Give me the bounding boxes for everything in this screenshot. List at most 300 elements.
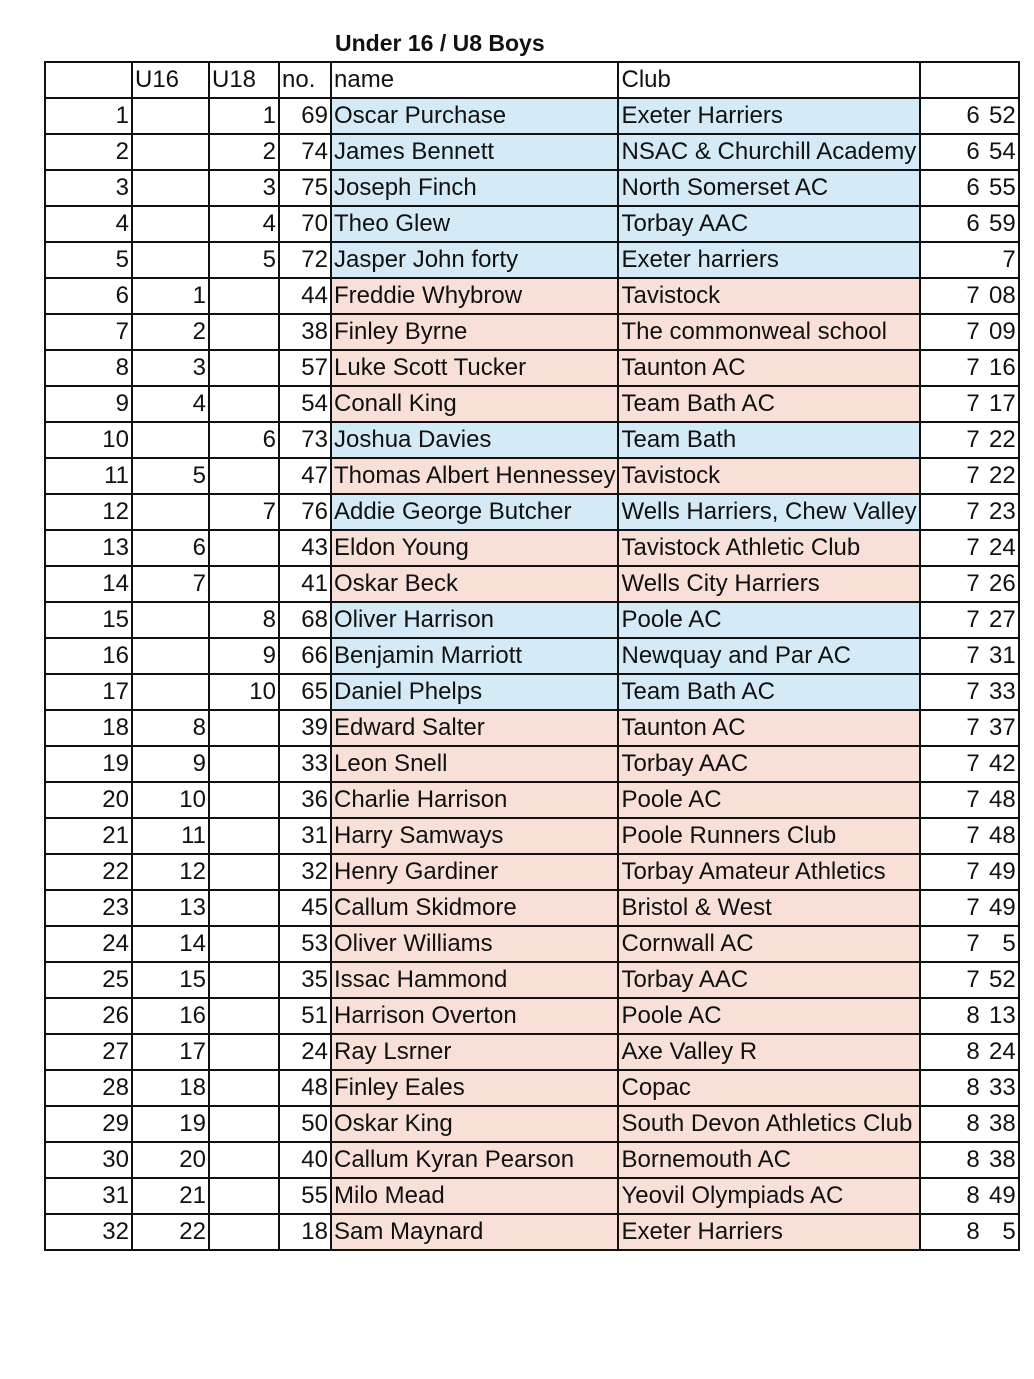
- finish-time-cell: [920, 1178, 1019, 1214]
- bib-number-cell: 36: [279, 782, 331, 818]
- time-seconds: 49: [988, 858, 1016, 885]
- runner-name-cell: Henry Gardiner: [331, 854, 618, 890]
- position-cell: 23: [45, 890, 132, 926]
- bib-number-cell: 44: [279, 278, 331, 314]
- table-row: [45, 962, 1019, 998]
- time-seconds: 33: [988, 678, 1016, 705]
- runner-name-cell: Freddie Whybrow: [331, 278, 618, 314]
- runner-name-cell: Addie George Butcher: [331, 494, 618, 530]
- bib-number-cell: 74: [279, 134, 331, 170]
- runner-name-cell: Callum Skidmore: [331, 890, 618, 926]
- finish-time-cell: [920, 566, 1019, 602]
- u16-rank-cell: 5: [132, 458, 209, 494]
- bib-number-cell: 66: [279, 638, 331, 674]
- bib-number-cell: 40: [279, 1142, 331, 1178]
- position-cell: 27: [45, 1034, 132, 1070]
- u18-rank-cell: 2: [209, 134, 279, 170]
- u18-rank-cell: [209, 1178, 279, 1214]
- time-minutes: 7: [966, 822, 980, 849]
- table-row: [45, 98, 1019, 134]
- u16-rank-cell: 7: [132, 566, 209, 602]
- table-row: [45, 674, 1019, 710]
- time-minutes: 7: [966, 678, 980, 705]
- table-row: [45, 746, 1019, 782]
- time-minutes: 7: [966, 894, 980, 921]
- runner-name-cell: Charlie Harrison: [331, 782, 618, 818]
- bib-number-cell: 75: [279, 170, 331, 206]
- time-seconds: 33: [988, 1074, 1016, 1101]
- time-seconds: 42: [988, 750, 1016, 777]
- header-position: [45, 62, 132, 98]
- table-row: [45, 278, 1019, 314]
- club-cell: Copac: [618, 1070, 919, 1106]
- time-minutes: 7: [966, 570, 980, 597]
- time-seconds: 27: [988, 606, 1016, 633]
- position-cell: 18: [45, 710, 132, 746]
- position-cell: 31: [45, 1178, 132, 1214]
- club-cell: Wells Harriers, Chew Valley: [618, 494, 919, 530]
- u18-rank-cell: 7: [209, 494, 279, 530]
- position-cell: 7: [45, 314, 132, 350]
- header-number: no.: [279, 62, 331, 98]
- time-minutes: 6: [966, 138, 980, 165]
- table-row: [45, 1034, 1019, 1070]
- position-cell: 17: [45, 674, 132, 710]
- bib-number-cell: 50: [279, 1106, 331, 1142]
- time-seconds: 54: [988, 138, 1016, 165]
- table-row: [45, 1214, 1019, 1250]
- time-seconds: 49: [988, 894, 1016, 921]
- u16-rank-cell: 16: [132, 998, 209, 1034]
- time-seconds: 49: [988, 1182, 1016, 1209]
- time-seconds: 26: [988, 570, 1016, 597]
- table-row: [45, 710, 1019, 746]
- position-cell: 25: [45, 962, 132, 998]
- bib-number-cell: 39: [279, 710, 331, 746]
- club-cell: Exeter harriers: [618, 242, 919, 278]
- club-cell: Bornemouth AC: [618, 1142, 919, 1178]
- time-seconds: 24: [988, 534, 1016, 561]
- position-cell: 13: [45, 530, 132, 566]
- finish-time-cell: [920, 890, 1019, 926]
- position-cell: 3: [45, 170, 132, 206]
- table-row: [45, 1178, 1019, 1214]
- table-row: [45, 1142, 1019, 1178]
- header-time: [920, 62, 1019, 98]
- header-name: name: [331, 62, 618, 98]
- table-row: [45, 458, 1019, 494]
- runner-name-cell: Oliver Harrison: [331, 602, 618, 638]
- bib-number-cell: 47: [279, 458, 331, 494]
- runner-name-cell: Eldon Young: [331, 530, 618, 566]
- position-cell: 29: [45, 1106, 132, 1142]
- u18-rank-cell: [209, 566, 279, 602]
- bib-number-cell: 54: [279, 386, 331, 422]
- time-seconds: 59: [988, 210, 1016, 237]
- time-minutes: 7: [966, 354, 980, 381]
- table-row: [45, 242, 1019, 278]
- table-row: [45, 134, 1019, 170]
- u18-rank-cell: 10: [209, 674, 279, 710]
- u16-rank-cell: 20: [132, 1142, 209, 1178]
- u16-rank-cell: 12: [132, 854, 209, 890]
- time-seconds: 48: [988, 786, 1016, 813]
- u16-rank-cell: 14: [132, 926, 209, 962]
- runner-name-cell: Ray Lsrner: [331, 1034, 618, 1070]
- time-seconds: 38: [988, 1110, 1016, 1137]
- u18-rank-cell: [209, 890, 279, 926]
- runner-name-cell: Milo Mead: [331, 1178, 618, 1214]
- finish-time-cell: [920, 998, 1019, 1034]
- runner-name-cell: Sam Maynard: [331, 1214, 618, 1250]
- time-minutes: 7: [966, 462, 980, 489]
- runner-name-cell: Thomas Albert Hennessey: [331, 458, 618, 494]
- bib-number-cell: 69: [279, 98, 331, 134]
- time-minutes: 7: [966, 786, 980, 813]
- u18-rank-cell: [209, 530, 279, 566]
- u18-rank-cell: [209, 1106, 279, 1142]
- bib-number-cell: 43: [279, 530, 331, 566]
- table-row: [45, 890, 1019, 926]
- u16-rank-cell: 11: [132, 818, 209, 854]
- sheet-title: Under 16 / U8 Boys: [335, 30, 545, 56]
- time-minutes: 8: [966, 1146, 980, 1173]
- club-cell: Torbay Amateur Athletics: [618, 854, 919, 890]
- u16-rank-cell: 3: [132, 350, 209, 386]
- club-cell: Wells City Harriers: [618, 566, 919, 602]
- time-minutes: 7: [966, 966, 980, 993]
- time-seconds: 31: [988, 642, 1016, 669]
- u18-rank-cell: 3: [209, 170, 279, 206]
- position-cell: 24: [45, 926, 132, 962]
- table-row: [45, 350, 1019, 386]
- club-cell: Taunton AC: [618, 710, 919, 746]
- bib-number-cell: 72: [279, 242, 331, 278]
- club-cell: Poole AC: [618, 602, 919, 638]
- runner-name-cell: Daniel Phelps: [331, 674, 618, 710]
- u16-rank-cell: 6: [132, 530, 209, 566]
- time-seconds: 5: [1002, 930, 1016, 957]
- time-minutes: 7: [966, 426, 980, 453]
- bib-number-cell: 57: [279, 350, 331, 386]
- time-minutes: 6: [966, 174, 980, 201]
- time-minutes: 7: [966, 714, 980, 741]
- position-cell: 8: [45, 350, 132, 386]
- time-minutes: 7: [966, 498, 980, 525]
- u16-rank-cell: [132, 674, 209, 710]
- bib-number-cell: 76: [279, 494, 331, 530]
- position-cell: 10: [45, 422, 132, 458]
- club-cell: Torbay AAC: [618, 962, 919, 998]
- time-seconds: 08: [988, 282, 1016, 309]
- u16-rank-cell: 22: [132, 1214, 209, 1250]
- u18-rank-cell: 4: [209, 206, 279, 242]
- header-row: [45, 62, 1019, 98]
- u18-rank-cell: [209, 350, 279, 386]
- club-cell: NSAC & Churchill Academy: [618, 134, 919, 170]
- finish-time-cell: [920, 818, 1019, 854]
- u16-rank-cell: 10: [132, 782, 209, 818]
- time-minutes: 8: [966, 1182, 980, 1209]
- runner-name-cell: Finley Byrne: [331, 314, 618, 350]
- u16-rank-cell: [132, 602, 209, 638]
- runner-name-cell: Harrison Overton: [331, 998, 618, 1034]
- position-cell: 6: [45, 278, 132, 314]
- time-minutes: 8: [966, 1002, 980, 1029]
- u18-rank-cell: [209, 458, 279, 494]
- time-minutes: 8: [966, 1218, 980, 1245]
- u16-rank-cell: 17: [132, 1034, 209, 1070]
- finish-time-cell: [920, 98, 1019, 134]
- time-seconds: 16: [988, 354, 1016, 381]
- u16-rank-cell: [132, 494, 209, 530]
- time-seconds: 48: [988, 822, 1016, 849]
- position-cell: 5: [45, 242, 132, 278]
- time-minutes: 7: [966, 930, 980, 957]
- time-seconds: 55: [988, 174, 1016, 201]
- u16-rank-cell: 18: [132, 1070, 209, 1106]
- finish-time-cell: [920, 206, 1019, 242]
- finish-time-cell: [920, 1106, 1019, 1142]
- table-row: [45, 1106, 1019, 1142]
- club-cell: Bristol & West: [618, 890, 919, 926]
- time-minutes: 8: [966, 1110, 980, 1137]
- u18-rank-cell: [209, 1070, 279, 1106]
- u18-rank-cell: 6: [209, 422, 279, 458]
- table-row: [45, 818, 1019, 854]
- position-cell: 1: [45, 98, 132, 134]
- bib-number-cell: 51: [279, 998, 331, 1034]
- time-seconds: 24: [988, 1038, 1016, 1065]
- u18-rank-cell: [209, 710, 279, 746]
- header-u16: U16: [132, 62, 209, 98]
- bib-number-cell: 38: [279, 314, 331, 350]
- u16-rank-cell: 9: [132, 746, 209, 782]
- table-row: [45, 998, 1019, 1034]
- club-cell: Tavistock Athletic Club: [618, 530, 919, 566]
- table-row: [45, 206, 1019, 242]
- finish-time-cell: [920, 422, 1019, 458]
- finish-time-cell: [920, 674, 1019, 710]
- u18-rank-cell: [209, 386, 279, 422]
- table-row: [45, 170, 1019, 206]
- table-row: [45, 854, 1019, 890]
- u18-rank-cell: 8: [209, 602, 279, 638]
- time-minutes: 6: [966, 210, 980, 237]
- u18-rank-cell: [209, 1142, 279, 1178]
- position-cell: 4: [45, 206, 132, 242]
- runner-name-cell: James Bennett: [331, 134, 618, 170]
- position-cell: 15: [45, 602, 132, 638]
- time-seconds: 52: [988, 966, 1016, 993]
- time-seconds: 13: [988, 1002, 1016, 1029]
- u16-rank-cell: [132, 422, 209, 458]
- bib-number-cell: 41: [279, 566, 331, 602]
- finish-time-cell: [920, 242, 1019, 278]
- position-cell: 11: [45, 458, 132, 494]
- finish-time-cell: [920, 1214, 1019, 1250]
- table-row: [45, 422, 1019, 458]
- u18-rank-cell: [209, 854, 279, 890]
- club-cell: Tavistock: [618, 458, 919, 494]
- u18-rank-cell: [209, 926, 279, 962]
- position-cell: 32: [45, 1214, 132, 1250]
- runner-name-cell: Issac Hammond: [331, 962, 618, 998]
- finish-time-cell: [920, 746, 1019, 782]
- runner-name-cell: Finley Eales: [331, 1070, 618, 1106]
- position-cell: 12: [45, 494, 132, 530]
- club-cell: Newquay and Par AC: [618, 638, 919, 674]
- runner-name-cell: Joseph Finch: [331, 170, 618, 206]
- bib-number-cell: 65: [279, 674, 331, 710]
- header-u18: U18: [209, 62, 279, 98]
- u16-rank-cell: [132, 638, 209, 674]
- runner-name-cell: Jasper John forty: [331, 242, 618, 278]
- club-cell: Axe Valley R: [618, 1034, 919, 1070]
- runner-name-cell: Callum Kyran Pearson: [331, 1142, 618, 1178]
- bib-number-cell: 53: [279, 926, 331, 962]
- club-cell: Team Bath: [618, 422, 919, 458]
- runner-name-cell: Oskar Beck: [331, 566, 618, 602]
- time-minutes: 7: [966, 606, 980, 633]
- table-row: [45, 782, 1019, 818]
- position-cell: 14: [45, 566, 132, 602]
- u16-rank-cell: 21: [132, 1178, 209, 1214]
- club-cell: The commonweal school: [618, 314, 919, 350]
- time-seconds: 7: [1002, 246, 1016, 273]
- runner-name-cell: Conall King: [331, 386, 618, 422]
- u16-rank-cell: 8: [132, 710, 209, 746]
- u18-rank-cell: 5: [209, 242, 279, 278]
- position-cell: 16: [45, 638, 132, 674]
- finish-time-cell: [920, 710, 1019, 746]
- table-row: [45, 530, 1019, 566]
- finish-time-cell: [920, 1142, 1019, 1178]
- bib-number-cell: 70: [279, 206, 331, 242]
- finish-time-cell: [920, 386, 1019, 422]
- bib-number-cell: 55: [279, 1178, 331, 1214]
- finish-time-cell: [920, 602, 1019, 638]
- u16-rank-cell: 2: [132, 314, 209, 350]
- u18-rank-cell: [209, 1214, 279, 1250]
- runner-name-cell: Harry Samways: [331, 818, 618, 854]
- u18-rank-cell: [209, 278, 279, 314]
- bib-number-cell: 68: [279, 602, 331, 638]
- u16-rank-cell: [132, 242, 209, 278]
- runner-name-cell: Joshua Davies: [331, 422, 618, 458]
- table-row: [45, 494, 1019, 530]
- finish-time-cell: [920, 854, 1019, 890]
- club-cell: Poole Runners Club: [618, 818, 919, 854]
- finish-time-cell: [920, 962, 1019, 998]
- time-seconds: 23: [988, 498, 1016, 525]
- runner-name-cell: Luke Scott Tucker: [331, 350, 618, 386]
- finish-time-cell: [920, 638, 1019, 674]
- u18-rank-cell: [209, 998, 279, 1034]
- position-cell: 20: [45, 782, 132, 818]
- table-row: [45, 566, 1019, 602]
- time-minutes: 7: [966, 858, 980, 885]
- bib-number-cell: 24: [279, 1034, 331, 1070]
- time-minutes: 7: [966, 318, 980, 345]
- time-seconds: 37: [988, 714, 1016, 741]
- club-cell: Taunton AC: [618, 350, 919, 386]
- u18-rank-cell: 1: [209, 98, 279, 134]
- bib-number-cell: 35: [279, 962, 331, 998]
- club-cell: Team Bath AC: [618, 386, 919, 422]
- u18-rank-cell: [209, 782, 279, 818]
- results-table: [44, 61, 1020, 1251]
- time-minutes: 8: [966, 1074, 980, 1101]
- runner-name-cell: Theo Glew: [331, 206, 618, 242]
- position-cell: 19: [45, 746, 132, 782]
- u16-rank-cell: 4: [132, 386, 209, 422]
- runner-name-cell: Leon Snell: [331, 746, 618, 782]
- u18-rank-cell: [209, 746, 279, 782]
- finish-time-cell: [920, 1070, 1019, 1106]
- time-seconds: 22: [988, 462, 1016, 489]
- position-cell: 9: [45, 386, 132, 422]
- time-minutes: 7: [966, 534, 980, 561]
- position-cell: 30: [45, 1142, 132, 1178]
- finish-time-cell: [920, 314, 1019, 350]
- club-cell: Poole AC: [618, 782, 919, 818]
- table-row: [45, 926, 1019, 962]
- time-seconds: 09: [988, 318, 1016, 345]
- finish-time-cell: [920, 782, 1019, 818]
- u16-rank-cell: [132, 98, 209, 134]
- runner-name-cell: Oliver Williams: [331, 926, 618, 962]
- bib-number-cell: 31: [279, 818, 331, 854]
- club-cell: Torbay AAC: [618, 746, 919, 782]
- club-cell: Cornwall AC: [618, 926, 919, 962]
- finish-time-cell: [920, 494, 1019, 530]
- runner-name-cell: Oskar King: [331, 1106, 618, 1142]
- finish-time-cell: [920, 170, 1019, 206]
- bib-number-cell: 73: [279, 422, 331, 458]
- time-minutes: 7: [966, 390, 980, 417]
- club-cell: Poole AC: [618, 998, 919, 1034]
- u18-rank-cell: [209, 818, 279, 854]
- runner-name-cell: Oscar Purchase: [331, 98, 618, 134]
- time-minutes: 7: [966, 282, 980, 309]
- u16-rank-cell: 15: [132, 962, 209, 998]
- finish-time-cell: [920, 926, 1019, 962]
- finish-time-cell: [920, 278, 1019, 314]
- u16-rank-cell: [132, 134, 209, 170]
- bib-number-cell: 32: [279, 854, 331, 890]
- header-club: Club: [618, 62, 919, 98]
- finish-time-cell: [920, 458, 1019, 494]
- club-cell: Team Bath AC: [618, 674, 919, 710]
- u18-rank-cell: [209, 962, 279, 998]
- time-seconds: 22: [988, 426, 1016, 453]
- time-minutes: 7: [966, 642, 980, 669]
- u16-rank-cell: [132, 206, 209, 242]
- runner-name-cell: Benjamin Marriott: [331, 638, 618, 674]
- u18-rank-cell: 9: [209, 638, 279, 674]
- club-cell: Torbay AAC: [618, 206, 919, 242]
- time-minutes: 8: [966, 1038, 980, 1065]
- u18-rank-cell: [209, 314, 279, 350]
- time-minutes: 7: [966, 750, 980, 777]
- runner-name-cell: Edward Salter: [331, 710, 618, 746]
- u18-rank-cell: [209, 1034, 279, 1070]
- table-row: [45, 386, 1019, 422]
- position-cell: 22: [45, 854, 132, 890]
- club-cell: North Somerset AC: [618, 170, 919, 206]
- time-seconds: 52: [988, 102, 1016, 129]
